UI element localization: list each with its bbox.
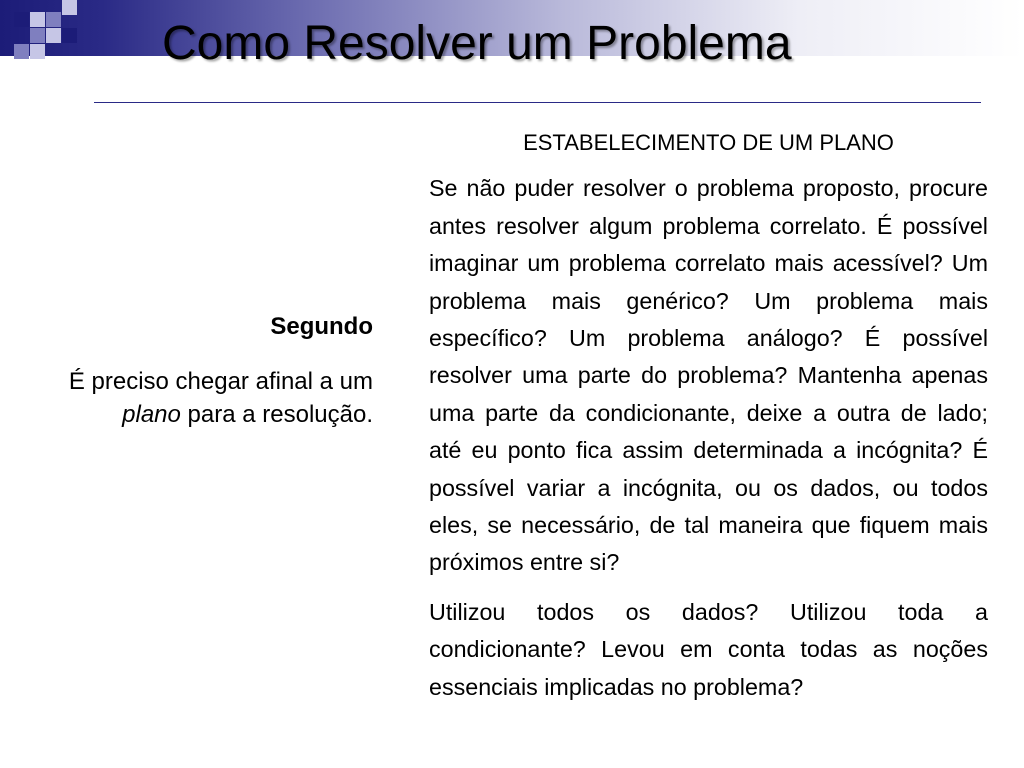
left-column [40, 310, 373, 431]
square-decoration [30, 44, 45, 59]
square-decoration [62, 28, 77, 43]
left-body-emphasis: plano [122, 401, 181, 428]
square-decoration [62, 0, 77, 15]
square-decoration [30, 12, 45, 27]
slide-title: Como Resolver um Problema [162, 17, 792, 70]
square-decoration [30, 28, 45, 43]
left-body [40, 365, 373, 431]
title-divider [94, 102, 981, 103]
plan-paragraph-1: Se não puder resolver o problema proposto, procure antes resolver algum problema correlato. É possível imaginar um problema correlato mais acessível? Um problema mais genérico? Um problema mais específico? Um problema análogo? É possível resolver uma parte do problema? Mantenha apenas uma parte da condicionante, deixe a outra de lado; até eu ponto fica assim determinada a incógnita? É possível variar a incógnita, ou os dados, ou todos eles, se necessário, de tal maneira que fiquem mais próximos entre si? [429, 175, 988, 576]
left-heading: Segundo [270, 313, 373, 340]
square-decoration [14, 12, 29, 27]
left-body-text-end: para a resolução. [180, 401, 373, 428]
plan-heading: ESTABELECIMENTO DE UM PLANO [523, 130, 894, 155]
decorative-squares [0, 0, 90, 70]
square-decoration [46, 12, 61, 27]
square-decoration [14, 44, 29, 59]
square-decoration [46, 28, 61, 43]
right-column [429, 124, 988, 718]
left-body-text: É preciso chegar afinal a um [68, 368, 373, 395]
plan-paragraph-2: Utilizou todos os dados? Utilizou toda a condicionante? Levou em conta todas as noções essenciais implicadas no problema? [429, 598, 988, 700]
